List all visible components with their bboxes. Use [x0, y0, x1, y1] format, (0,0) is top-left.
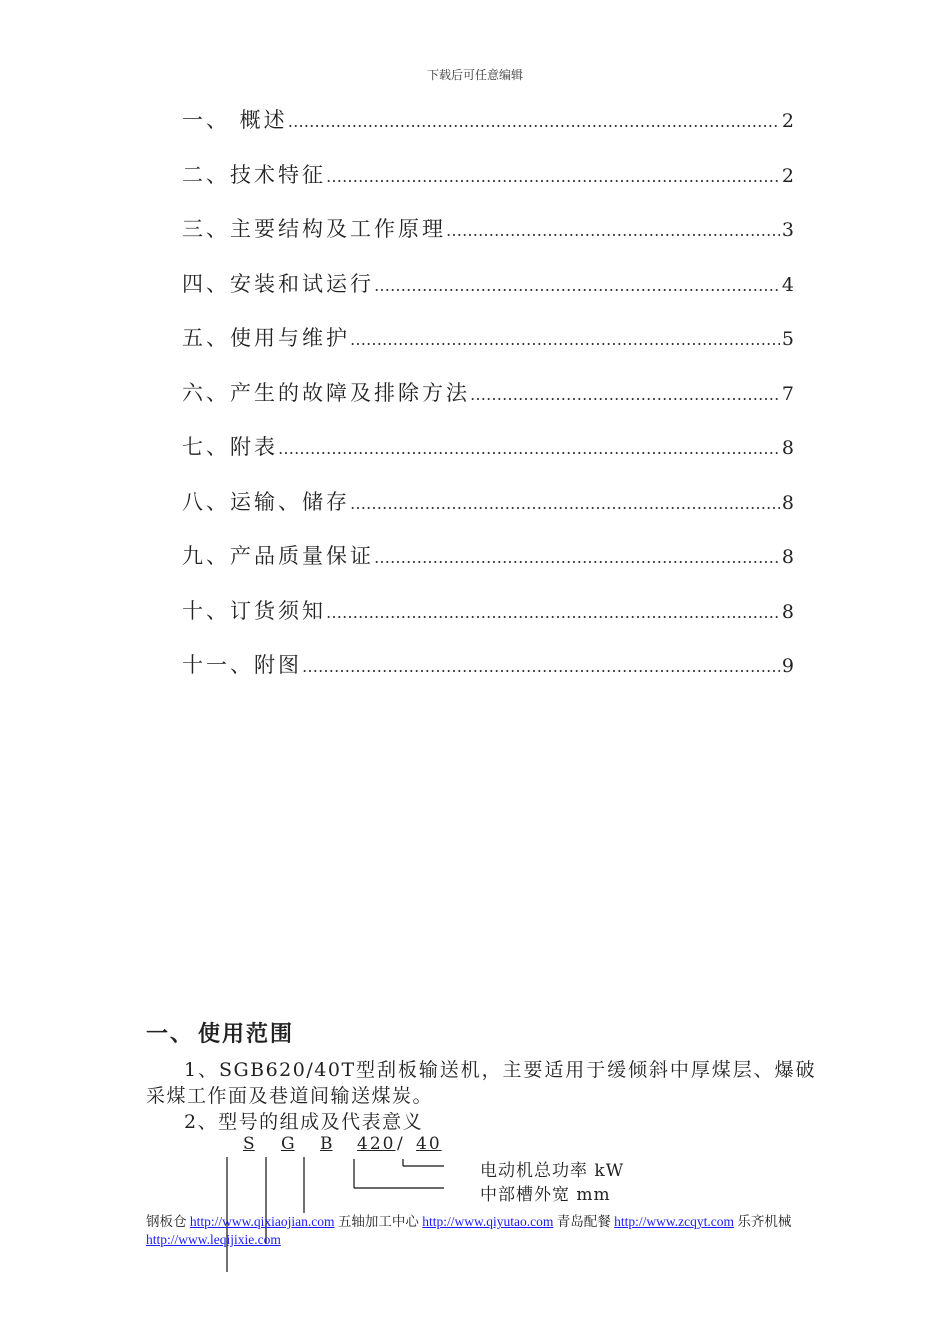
toc-page-number: 5 [781, 328, 794, 350]
toc-label: 二、技术特征 [182, 162, 326, 187]
paragraph-scope: 1、SGB620/40T型刮板输送机，主要适用于缓倾斜中厚煤层、爆破采煤工作面及巷道间输送煤炭。 [146, 1059, 816, 1107]
toc-row[interactable] [182, 268, 794, 323]
footer-link[interactable]: http://www.qiyutao.com [422, 1214, 554, 1229]
toc-leader-dots [374, 548, 780, 567]
toc-page-number: 3 [781, 219, 794, 241]
toc-label: 七、附表 [182, 435, 278, 459]
toc-page-number: 2 [781, 110, 794, 132]
model-code-b: B [320, 1134, 333, 1154]
footer-text: 乐齐机械 [733, 1214, 792, 1229]
footer-link[interactable]: http://www.zcqyt.com [614, 1214, 734, 1229]
toc-row[interactable] [182, 104, 794, 159]
footer-links [146, 1213, 816, 1249]
footer-text: 青岛配餐 [553, 1214, 615, 1229]
toc-label: 五、使用与维护 [182, 326, 350, 350]
toc-leader-dots [326, 603, 780, 622]
header-note: 下载后可任意编辑 [426, 68, 523, 82]
toc-label: 六、产生的故障及排除方法 [182, 380, 470, 405]
toc-leader-dots [374, 276, 780, 295]
toc-row[interactable] [182, 213, 794, 268]
footer-text: 钢板仓 [146, 1214, 190, 1229]
toc-label: 九、产品质量保证 [182, 544, 374, 568]
toc-leader-dots [350, 494, 780, 513]
toc-leader-dots [350, 330, 780, 349]
legend-width: 中部槽外宽 mm [480, 1185, 611, 1205]
model-code-slash: / [397, 1134, 403, 1154]
toc-label: 八、运输、储存 [182, 489, 350, 514]
toc-page-number: 2 [781, 164, 794, 187]
toc-leader-dots [446, 221, 780, 240]
table-of-contents [182, 104, 794, 704]
toc-leader-dots [288, 112, 780, 131]
toc-label: 三、主要结构及工作原理 [182, 217, 446, 241]
toc-label: 一、 概述 [182, 108, 288, 132]
toc-page-number: 9 [781, 655, 794, 677]
toc-leader-dots [326, 167, 780, 186]
legend-power: 电动机总功率 kW [480, 1161, 625, 1181]
toc-page-number: 7 [781, 382, 794, 405]
section-title: 使用范围 [198, 1022, 295, 1047]
footer-text: 五轴加工中心 [334, 1214, 423, 1229]
toc-page-number: 4 [781, 273, 794, 296]
toc-row[interactable] [182, 377, 794, 432]
toc-row[interactable] [182, 595, 794, 650]
toc-leader-dots [302, 657, 780, 676]
section-heading [146, 1017, 294, 1048]
toc-row[interactable] [182, 649, 794, 704]
toc-row[interactable] [182, 322, 794, 377]
toc-row[interactable] [182, 486, 794, 541]
toc-page-number: 8 [781, 600, 794, 623]
model-code-power: 40 [416, 1134, 442, 1154]
toc-label: 四、安装和试运行 [182, 271, 374, 296]
toc-row[interactable] [182, 431, 794, 486]
toc-page-number: 8 [781, 546, 794, 568]
model-code-width: 420 [357, 1134, 396, 1154]
toc-leader-dots [470, 385, 780, 404]
toc-label: 十、订货须知 [182, 598, 326, 623]
toc-row[interactable] [182, 159, 794, 214]
toc-page-number: 8 [781, 491, 794, 514]
toc-page-number: 8 [781, 437, 794, 459]
paragraph-model-meaning: 2、型号的组成及代表意义 [184, 1111, 424, 1133]
footer-link[interactable]: http://www.qixiaojian.com [189, 1214, 335, 1229]
section-number: 一、 [146, 1022, 195, 1047]
toc-label: 十一、附图 [182, 653, 302, 677]
toc-leader-dots [278, 439, 780, 458]
model-code-s: S [243, 1134, 255, 1154]
model-code-g: G [281, 1134, 295, 1154]
toc-row[interactable] [182, 540, 794, 595]
footer-link[interactable]: http://www.leqijixie.com [146, 1232, 281, 1247]
